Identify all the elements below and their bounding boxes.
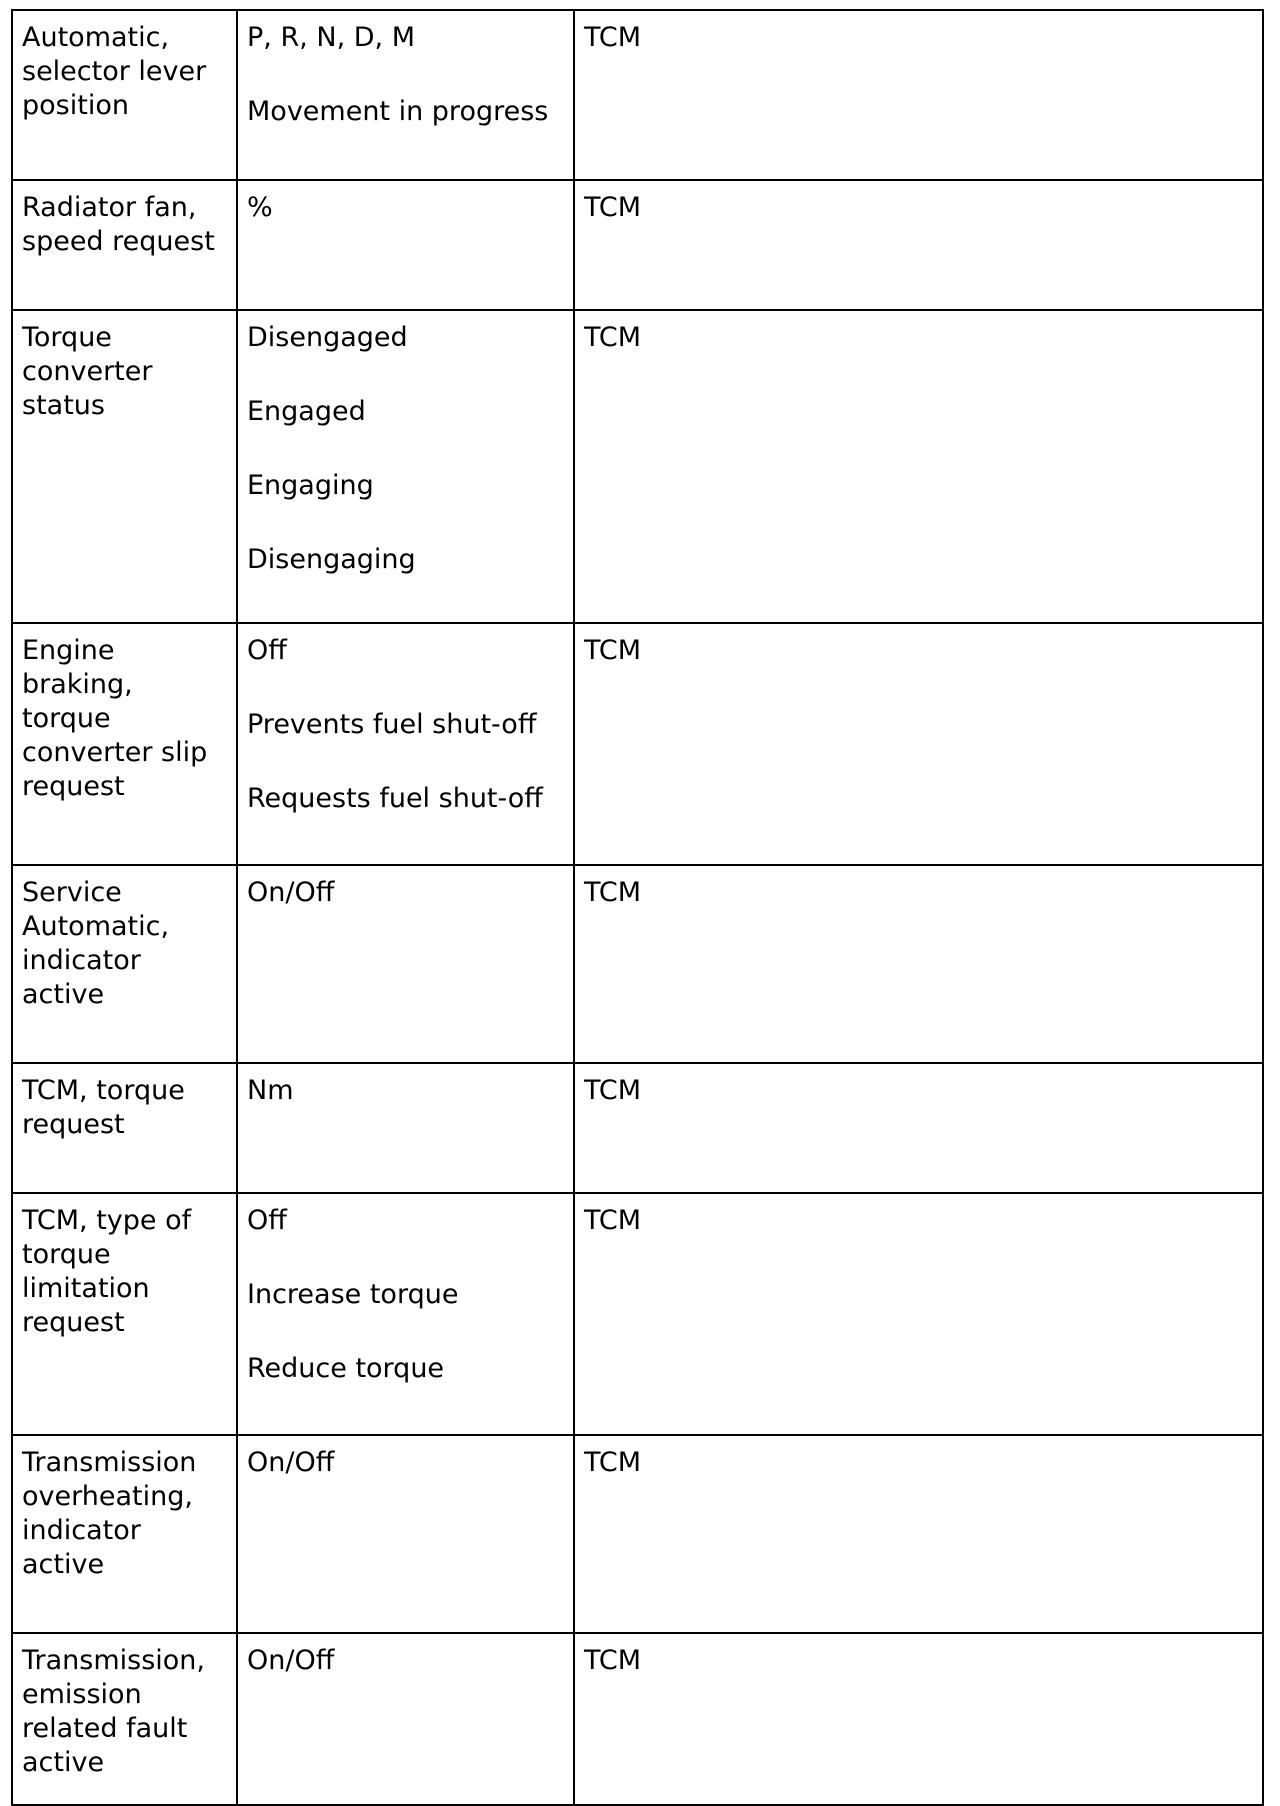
parameter-source-cell (574, 1435, 1263, 1633)
parameter-source-cell (574, 623, 1263, 865)
table-row (12, 1193, 1263, 1435)
parameter-value: % (247, 192, 273, 223)
table-row (12, 1633, 1263, 1805)
parameter-name-cell (12, 1633, 237, 1805)
parameter-name: Automatic, selector lever position (22, 22, 207, 121)
parameter-name-cell (12, 310, 237, 623)
parameter-name: TCM, torque request (22, 1075, 185, 1140)
parameter-source-cell (574, 10, 1263, 180)
parameter-name: Engine braking, torque converter slip request (22, 635, 208, 802)
parameter-name-cell (12, 180, 237, 310)
parameter-source: TCM (584, 635, 642, 666)
parameter-name-cell (12, 1063, 237, 1193)
parameter-value: Disengaging (247, 544, 416, 575)
parameter-value: P, R, N, D, M (247, 22, 415, 53)
parameter-source-cell (574, 865, 1263, 1063)
table-row (12, 310, 1263, 623)
parameter-name-cell (12, 1435, 237, 1633)
parameter-source: TCM (584, 22, 642, 53)
parameter-source-cell (574, 310, 1263, 623)
parameter-name: Radiator fan, speed request (22, 192, 215, 257)
parameter-value: On/Off (247, 1447, 335, 1478)
parameter-values-cell (237, 310, 574, 623)
parameter-values-cell (237, 10, 574, 180)
parameter-value: Prevents fuel shut-off (247, 709, 537, 740)
parameter-values-cell (237, 1633, 574, 1805)
table-row (12, 623, 1263, 865)
parameter-values-cell (237, 180, 574, 310)
parameter-source: TCM (584, 1075, 642, 1106)
parameter-source: TCM (584, 1447, 642, 1478)
table-row (12, 1435, 1263, 1633)
table-row (12, 1063, 1263, 1193)
parameter-source: TCM (584, 1645, 642, 1676)
parameter-value: Off (247, 1205, 287, 1236)
table-row (12, 180, 1263, 310)
parameter-source-cell (574, 180, 1263, 310)
parameter-values-cell (237, 1435, 574, 1633)
parameter-value: Engaged (247, 396, 366, 427)
parameter-source-cell (574, 1193, 1263, 1435)
parameter-value: Movement in progress (247, 96, 549, 127)
parameter-values-cell (237, 1063, 574, 1193)
parameter-source: TCM (584, 192, 642, 223)
parameter-name: Service Automatic, indicator active (22, 877, 170, 1010)
parameter-name: Torque converter status (22, 322, 153, 421)
parameter-values-cell (237, 623, 574, 865)
parameter-name-cell (12, 1193, 237, 1435)
parameter-values-cell (237, 865, 574, 1063)
parameter-name-cell (12, 623, 237, 865)
parameter-source: TCM (584, 322, 642, 353)
parameter-value: On/Off (247, 877, 335, 908)
parameter-name-cell (12, 10, 237, 180)
parameter-source: TCM (584, 1205, 642, 1236)
parameter-value: Nm (247, 1075, 294, 1106)
parameter-table (11, 9, 1264, 1806)
parameter-value: Requests fuel shut-off (247, 783, 543, 814)
parameter-value: On/Off (247, 1645, 335, 1676)
table-row (12, 10, 1263, 180)
parameter-name: Transmission, emission related fault active (22, 1645, 206, 1778)
parameter-value: Engaging (247, 470, 374, 501)
parameter-source: TCM (584, 877, 642, 908)
parameter-name: TCM, type of torque limitation request (22, 1205, 192, 1338)
parameter-value: Off (247, 635, 287, 666)
parameter-values-cell (237, 1193, 574, 1435)
table-row (12, 865, 1263, 1063)
parameter-value: Disengaged (247, 322, 408, 353)
parameter-name: Transmission overheating, indicator active (22, 1447, 197, 1580)
parameter-source-cell (574, 1063, 1263, 1193)
parameter-value: Reduce torque (247, 1353, 445, 1384)
parameter-name-cell (12, 865, 237, 1063)
parameter-value: Increase torque (247, 1279, 459, 1310)
parameter-source-cell (574, 1633, 1263, 1805)
